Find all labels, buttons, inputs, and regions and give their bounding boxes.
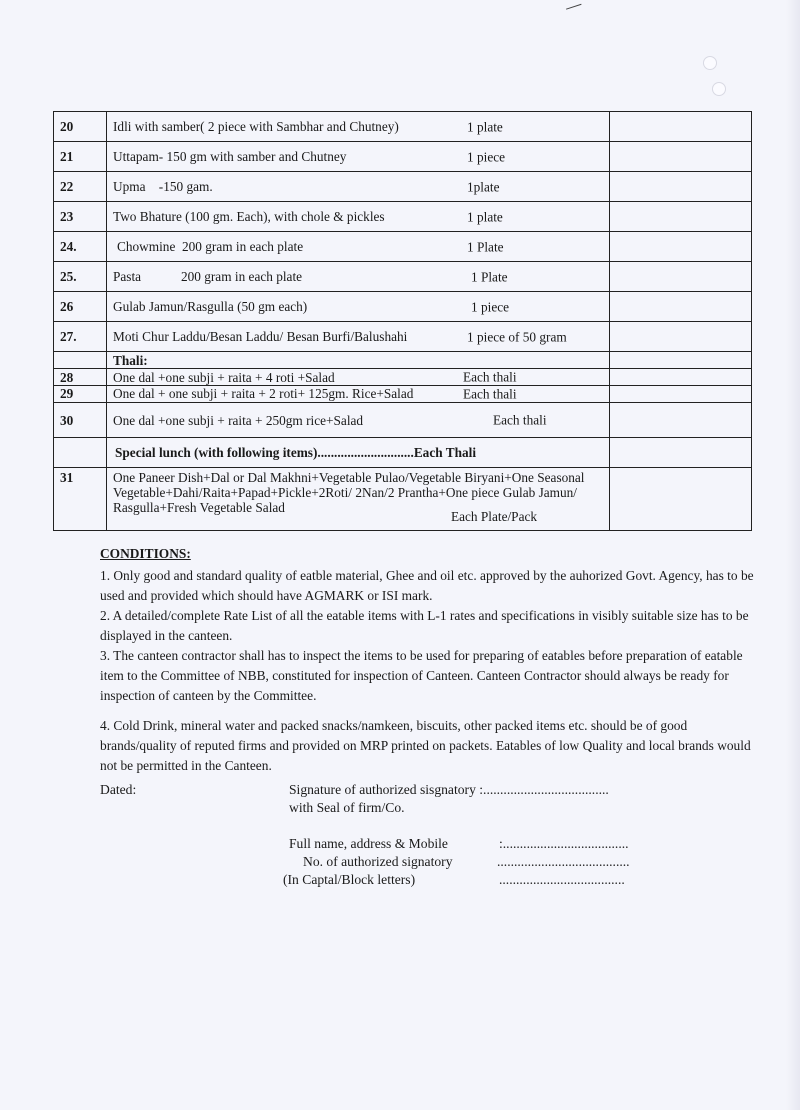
item-unit: Each thali	[493, 412, 547, 428]
table-row	[54, 112, 752, 142]
table-row	[54, 438, 752, 468]
item-unit: 1 piece	[471, 299, 510, 314]
table-row	[54, 232, 752, 262]
condition-item: 4. Cold Drink, mineral water and packed snacks/namkeen, biscuits, other packed items etc. should be of good brands/quality of reputed firms and provided on MRP printed on packets. Eatables of low Quality and local brands would not be permitted in the Canteen.	[100, 718, 751, 773]
full-name-label: Full name, address & Mobile	[289, 836, 448, 851]
item-name: Pasta 200 gram in each plate	[113, 269, 303, 284]
conditions-section	[100, 544, 760, 776]
serial-number: 23	[54, 202, 107, 232]
condition-item: 2. A detailed/complete Rate List of all the eatable items with L-1 rates and specifications in visibly suitable size has to be displayed in the canteen.	[100, 608, 749, 643]
item-name: Upma -150 gam.	[113, 179, 213, 194]
item-name: Two Bhature (100 gm. Each), with chole & pickles	[113, 209, 385, 224]
item-cell	[107, 292, 610, 322]
condition-item: 3. The canteen contractor shall has to inspect the items to be used for preparing of eatables before preparation of eatable item to the Committee of NBB, constituted for inspection of Canteen. Canteen Contractor should always be ready for inspection of canteen by the Committee.	[100, 648, 743, 703]
table-row	[54, 292, 752, 322]
table-row	[54, 172, 752, 202]
full-name-dots: :.....................................	[499, 836, 629, 851]
item-unit: 1 piece	[467, 149, 506, 164]
item-cell	[107, 322, 610, 352]
rate-table	[53, 111, 752, 531]
table-row	[54, 352, 752, 369]
scan-edge-shadow	[786, 0, 800, 1110]
seal-line: with Seal of firm/Co.	[289, 800, 405, 815]
item-cell	[107, 232, 610, 262]
signatory-number-dots: .......................................	[497, 854, 630, 869]
special-lunch-label: Special lunch (with following items).............................Each Thali	[107, 438, 610, 468]
table-row	[54, 262, 752, 292]
signature-line: Signature of authorized sisgnatory :.....................................	[289, 782, 609, 797]
conditions-title: CONDITIONS:	[100, 546, 191, 561]
item-name: One dal + one subji + raita + 2 roti+ 125gm. Rice+Salad	[113, 386, 414, 401]
item-name: One Paneer Dish+Dal or Dal Makhni+Vegetable Pulao/Vegetable Biryani+One Seasonal Vegetable+Dahi/Raita+Papad+Pickle+2Roti/ 2Nan/2 Prantha+One piece Gulab Jamun/ Rasgulla+Fresh Vegetable Salad	[113, 470, 585, 515]
item-unit: 1 Plate	[467, 239, 504, 254]
serial-number: 30	[54, 403, 107, 438]
punch-hole	[712, 82, 726, 96]
serial-number: 26	[54, 292, 107, 322]
table-row	[54, 468, 752, 531]
item-cell	[107, 262, 610, 292]
item-unit: Each thali	[463, 369, 517, 385]
item-cell	[107, 369, 610, 386]
item-cell	[107, 202, 610, 232]
rate-cell	[610, 232, 752, 262]
item-name: Chowmine 200 gram in each plate	[117, 239, 304, 254]
table-row	[54, 142, 752, 172]
rate-cell	[610, 142, 752, 172]
serial-number: 20	[54, 112, 107, 142]
rate-cell	[610, 352, 752, 369]
serial-number	[54, 352, 107, 369]
item-cell	[107, 172, 610, 202]
rate-cell	[610, 262, 752, 292]
section-heading: Thali:	[107, 352, 610, 369]
item-unit: Each Plate/Pack	[451, 509, 538, 524]
item-unit: Each thali	[463, 386, 517, 402]
serial-number: 22	[54, 172, 107, 202]
dated-label: Dated:	[100, 782, 137, 797]
item-cell	[107, 468, 610, 531]
serial-number: 31	[54, 468, 107, 531]
block-letters-dots: .....................................	[499, 872, 625, 887]
table-row	[54, 386, 752, 403]
item-unit: 1 Plate	[471, 269, 508, 284]
condition-item: 1. Only good and standard quality of eatble material, Ghee and oil etc. approved by the auhorized Govt. Agency, has to be used and provided which should have AGMARK or ISI mark.	[100, 568, 754, 603]
rate-cell	[610, 292, 752, 322]
item-name: Moti Chur Laddu/Besan Laddu/ Besan Burfi/Balushahi	[113, 329, 408, 344]
rate-cell	[610, 172, 752, 202]
serial-number: 28	[54, 369, 107, 386]
item-unit: 1plate	[467, 179, 500, 194]
item-name: Uttapam- 150 gm with samber and Chutney	[113, 149, 347, 164]
item-unit: 1 plate	[467, 209, 503, 224]
serial-number: 29	[54, 386, 107, 403]
rate-cell	[610, 369, 752, 386]
item-name: One dal +one subji + raita + 4 roti +Salad	[113, 369, 335, 385]
item-cell	[107, 386, 610, 403]
serial-number: 24.	[54, 232, 107, 262]
item-cell	[107, 112, 610, 142]
item-unit: 1 piece of 50 gram	[467, 329, 567, 344]
table-row	[54, 322, 752, 352]
stray-pen-mark	[566, 4, 584, 18]
rate-cell	[610, 322, 752, 352]
rate-cell	[610, 386, 752, 403]
serial-number: 21	[54, 142, 107, 172]
serial-number: 27.	[54, 322, 107, 352]
item-name: Gulab Jamun/Rasgulla (50 gm each)	[113, 299, 308, 314]
punch-hole	[703, 56, 717, 70]
serial-number: 25.	[54, 262, 107, 292]
rate-cell	[610, 112, 752, 142]
rate-cell	[610, 438, 752, 468]
serial-number	[54, 438, 107, 468]
table-row	[54, 369, 752, 386]
rate-cell	[610, 468, 752, 531]
block-letters-label: (In Captal/Block letters)	[283, 872, 416, 887]
item-name: One dal +one subji + raita + 250gm rice+Salad	[113, 412, 364, 428]
rate-cell	[610, 202, 752, 232]
table-row	[54, 403, 752, 438]
item-cell	[107, 403, 610, 438]
item-cell	[107, 142, 610, 172]
signatory-number-label: No. of authorized signatory	[303, 854, 453, 869]
table-row	[54, 202, 752, 232]
item-unit: 1 plate	[467, 119, 503, 134]
rate-cell	[610, 403, 752, 438]
item-name: Idli with samber( 2 piece with Sambhar and Chutney)	[113, 119, 399, 134]
